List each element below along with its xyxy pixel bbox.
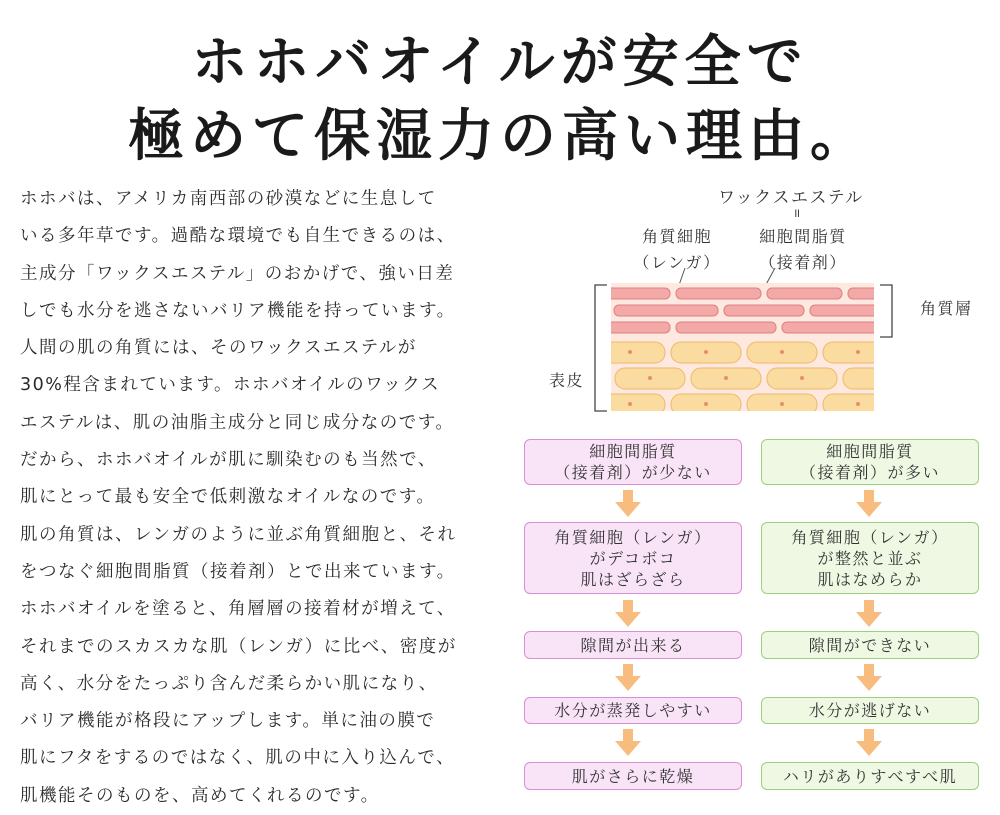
brick [848, 288, 888, 299]
flow-left-step-2 [524, 522, 742, 594]
flow-text: がデコボコ [589, 548, 677, 568]
cell-nucleus [856, 350, 860, 354]
cell-nucleus [780, 402, 784, 406]
wax-ester-label: ワックスエステル [718, 188, 864, 208]
cell-nucleus [876, 376, 880, 380]
body-line: 高く、水分をたっぷり含んだ柔らかい肌になり、 [20, 673, 438, 694]
body-line: エステルは、肌の油脂主成分と同じ成分なのです。 [20, 412, 455, 433]
lipid-label-line-2: （接着剤） [759, 253, 847, 272]
flow-right-step-3 [761, 631, 979, 659]
brick [810, 305, 890, 316]
cell [843, 368, 913, 389]
corneocyte-label-line-1: 角質細胞 [641, 227, 712, 246]
body-line: 人間の肌の角質には、そのワックスエステルが [20, 338, 417, 359]
brick-row-2 [614, 305, 890, 316]
epidermis-label: 表皮 [549, 371, 585, 390]
equals-symbol: ॥ [793, 206, 802, 220]
cell-nucleus [648, 376, 652, 380]
body-line: 肌機能そのものを、高めてくれるのです。 [20, 785, 380, 806]
brick [600, 322, 670, 333]
flow-left-step-4 [524, 697, 742, 724]
body-line: バリア機能が格段にアップします。単に油の膜で [20, 711, 436, 732]
flow-right-step-1 [761, 439, 979, 485]
body-line: 30%程含まれています。ホホバオイルのワックス [20, 375, 441, 396]
body-line: いる多年草です。過酷な環境でも自生できるのは、 [20, 226, 456, 247]
flow-text: 肌はなめらか [817, 569, 923, 589]
brick [724, 305, 804, 316]
body-line: をつなぐ細胞間脂質（接着剤）とで出来ています。 [20, 561, 456, 582]
flow-left-step-1 [524, 439, 742, 485]
down-arrow-icon [856, 490, 882, 517]
body-line: 肌にフタをするのではなく、肌の中に入り込んで、 [20, 748, 456, 769]
flow-left-step-3 [524, 631, 742, 659]
cell-nucleus [704, 402, 708, 406]
cell-nucleus [856, 402, 860, 406]
brick [585, 288, 670, 299]
cell-nucleus [628, 350, 632, 354]
down-arrow-icon [856, 600, 882, 627]
flow-text: 水分が逃げない [808, 701, 932, 720]
cell-nucleus [628, 402, 632, 406]
flow-text: 細胞間脂質 [589, 442, 677, 461]
body-line: だから、ホホバオイルが肌に馴染むのも当然で、 [20, 450, 437, 471]
body-line: しでも水分を逃さないバリア機能を持っています。 [20, 300, 456, 321]
flow-right-step-5 [761, 762, 979, 790]
flow-text: ハリがありすべすべ肌 [782, 766, 958, 786]
page-title-line-1: ホホバオイルが安全で [191, 29, 809, 95]
flow-right-step-4 [761, 697, 979, 724]
flow-text: 肌はざらざら [580, 569, 686, 589]
down-arrow-icon [615, 729, 641, 756]
cell-nucleus [780, 350, 784, 354]
body-line: 主成分「ワックスエステル」のおかげで、強い日差 [20, 263, 455, 284]
flow-right-step-2 [761, 522, 979, 594]
stratum-corneum-bracket [880, 285, 892, 337]
flow-text: 肌がさらに乾燥 [571, 766, 695, 786]
page-title-line-2: 極めて保湿力の高い理由。 [128, 103, 872, 169]
down-arrow-icon [615, 490, 641, 517]
flow-text: （接着剤）が少ない [554, 463, 712, 482]
body-line: 肌にとって最も安全で低刺激なオイルなのです。 [20, 487, 436, 508]
flow-text: （接着剤）が多い [799, 463, 940, 482]
body-line: ホホバは、アメリカ南西部の砂漠などに生息して [20, 189, 437, 209]
flow-left-step-5 [524, 762, 742, 790]
brick [676, 322, 776, 333]
flow-text: 角質細胞（レンガ） [791, 527, 949, 547]
brick-row-3 [600, 322, 882, 333]
down-arrow-icon [615, 664, 641, 691]
cell-nucleus [704, 350, 708, 354]
lipid-label-line-1: 細胞間脂質 [759, 227, 847, 246]
flow-text: 隙間ができない [808, 635, 932, 655]
cell-nucleus [724, 376, 728, 380]
flow-text: 水分が蒸発しやすい [554, 701, 712, 720]
body-line: ホホバオイルを塗ると、角層層の接着材が増えて、 [20, 599, 456, 620]
brick [767, 288, 842, 299]
brick [782, 322, 882, 333]
flow-text: が整然と並ぶ [817, 548, 923, 568]
stratum-corneum-label: 角質層 [920, 299, 973, 318]
body-line: それまでのスカスカな肌（レンガ）に比べ、密度が [20, 636, 457, 657]
cell-nucleus [800, 376, 804, 380]
down-arrow-icon [856, 729, 882, 756]
epidermis-bracket [595, 285, 607, 411]
flow-text: 隙間が出来る [580, 635, 686, 655]
down-arrow-icon [615, 600, 641, 627]
brick [614, 305, 718, 316]
brick [676, 288, 761, 299]
flow-text: 細胞間脂質 [826, 442, 914, 461]
body-line: 肌の角質は、レンガのように並ぶ角質細胞と、それ [20, 524, 457, 545]
down-arrow-icon [856, 664, 882, 691]
flow-text: 角質細胞（レンガ） [554, 527, 712, 547]
corneocyte-label-line-2: （レンガ） [633, 253, 721, 272]
